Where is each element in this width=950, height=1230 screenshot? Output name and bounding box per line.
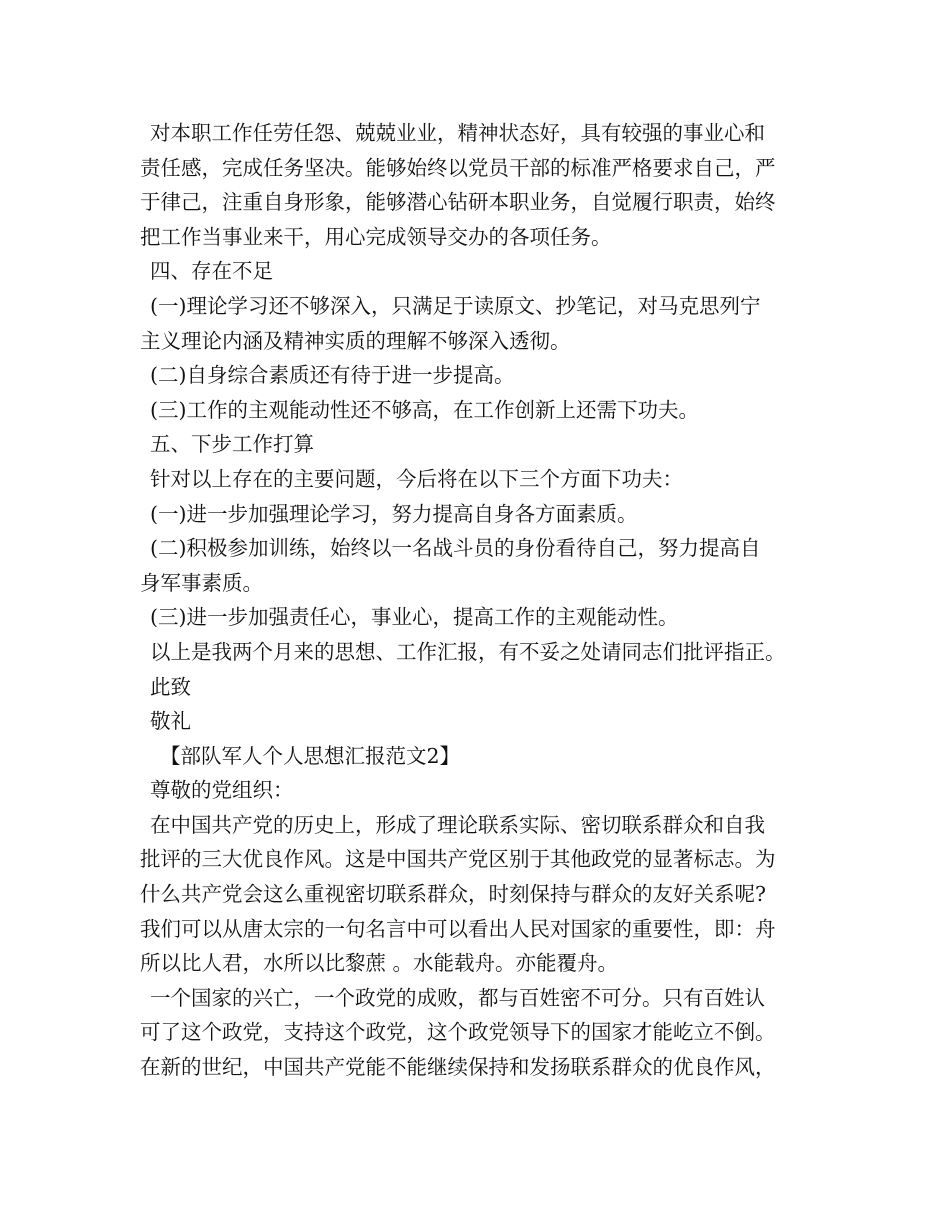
paragraph-line: 以上是我两个月来的思想、工作汇报，有不妥之处请同志们批评指正。: [150, 639, 786, 664]
paragraph-line: (二)自身综合素质还有待于进一步提高。: [150, 363, 515, 388]
paragraph-line: (二)积极参加训练，始终以一名战斗员的身份看待自己，努力提高自: [150, 536, 761, 561]
section-heading: 四、存在不足: [150, 259, 273, 284]
paragraph-line: 一个国家的兴亡，一个政党的成败，都与百姓密不可分。只有百姓认: [150, 985, 765, 1010]
paragraph-line: 在新的世纪，中国共产党能不能继续保持和发扬联系群众的优良作风，: [140, 1055, 776, 1080]
paragraph-line: 主义理论内涵及精神实质的理解不够深入透彻。: [140, 328, 571, 353]
paragraph-line: (一)理论学习还不够深入，只满足于读原文、抄笔记，对马克思列宁: [150, 293, 761, 318]
paragraph-line: 在中国共产党的历史上，形成了理论联系实际、密切联系群众和自我: [150, 812, 765, 837]
paragraph-line: 责任感，完成任务坚决。能够始终以党员干部的标准严格要求自己，严: [140, 155, 776, 180]
salutation: 尊敬的党组织：: [150, 778, 294, 803]
closing-line: 此致: [150, 674, 191, 699]
section-heading: 五、下步工作打算: [150, 432, 314, 457]
paragraph-line: 对本职工作任劳任怨、兢兢业业，精神状态好，具有较强的事业心和: [150, 121, 765, 145]
paragraph-line: 批评的三大优良作风。这是中国共产党区别于其他政党的显著标志。为: [140, 847, 776, 872]
document-body: [140, 116, 815, 1085]
paragraph-line: (三)工作的主观能动性还不够高，在工作创新上还需下功夫。: [150, 397, 699, 422]
paragraph-line: 什么共产党会这么重视密切联系群众，时刻保持与群众的友好关系呢?: [140, 882, 766, 907]
paragraph-line: 可了这个政党，支持这个政党，这个政党领导下的国家才能屹立不倒。: [140, 1020, 776, 1045]
paragraph-line: (三)进一步加强责任心，事业心，提高工作的主观能动性。: [150, 605, 679, 630]
paragraph-line: 身军事素质。: [140, 570, 263, 595]
article-title: 【部队军人个人思想汇报范文2】: [160, 743, 461, 768]
paragraph-line: 于律己，注重自身形象，能够潜心钻研本职业务，自觉履行职责，始终: [140, 190, 776, 215]
paragraph-line: 针对以上存在的主要问题，今后将在以下三个方面下功夫：: [150, 466, 683, 491]
closing-line: 敬礼: [150, 709, 191, 734]
paragraph-line: (一)进一步加强理论学习，努力提高自身各方面素质。: [150, 501, 638, 526]
paragraph-line: 所以比人君，水所以比黎蔗 。水能载舟。亦能覆舟。: [140, 951, 619, 976]
paragraph-line: 把工作当事业来干，用心完成领导交办的各项任务。: [140, 224, 612, 249]
paragraph-line: 我们可以从唐太宗的一句名言中可以看出人民对国家的重要性，即：舟: [140, 916, 776, 941]
